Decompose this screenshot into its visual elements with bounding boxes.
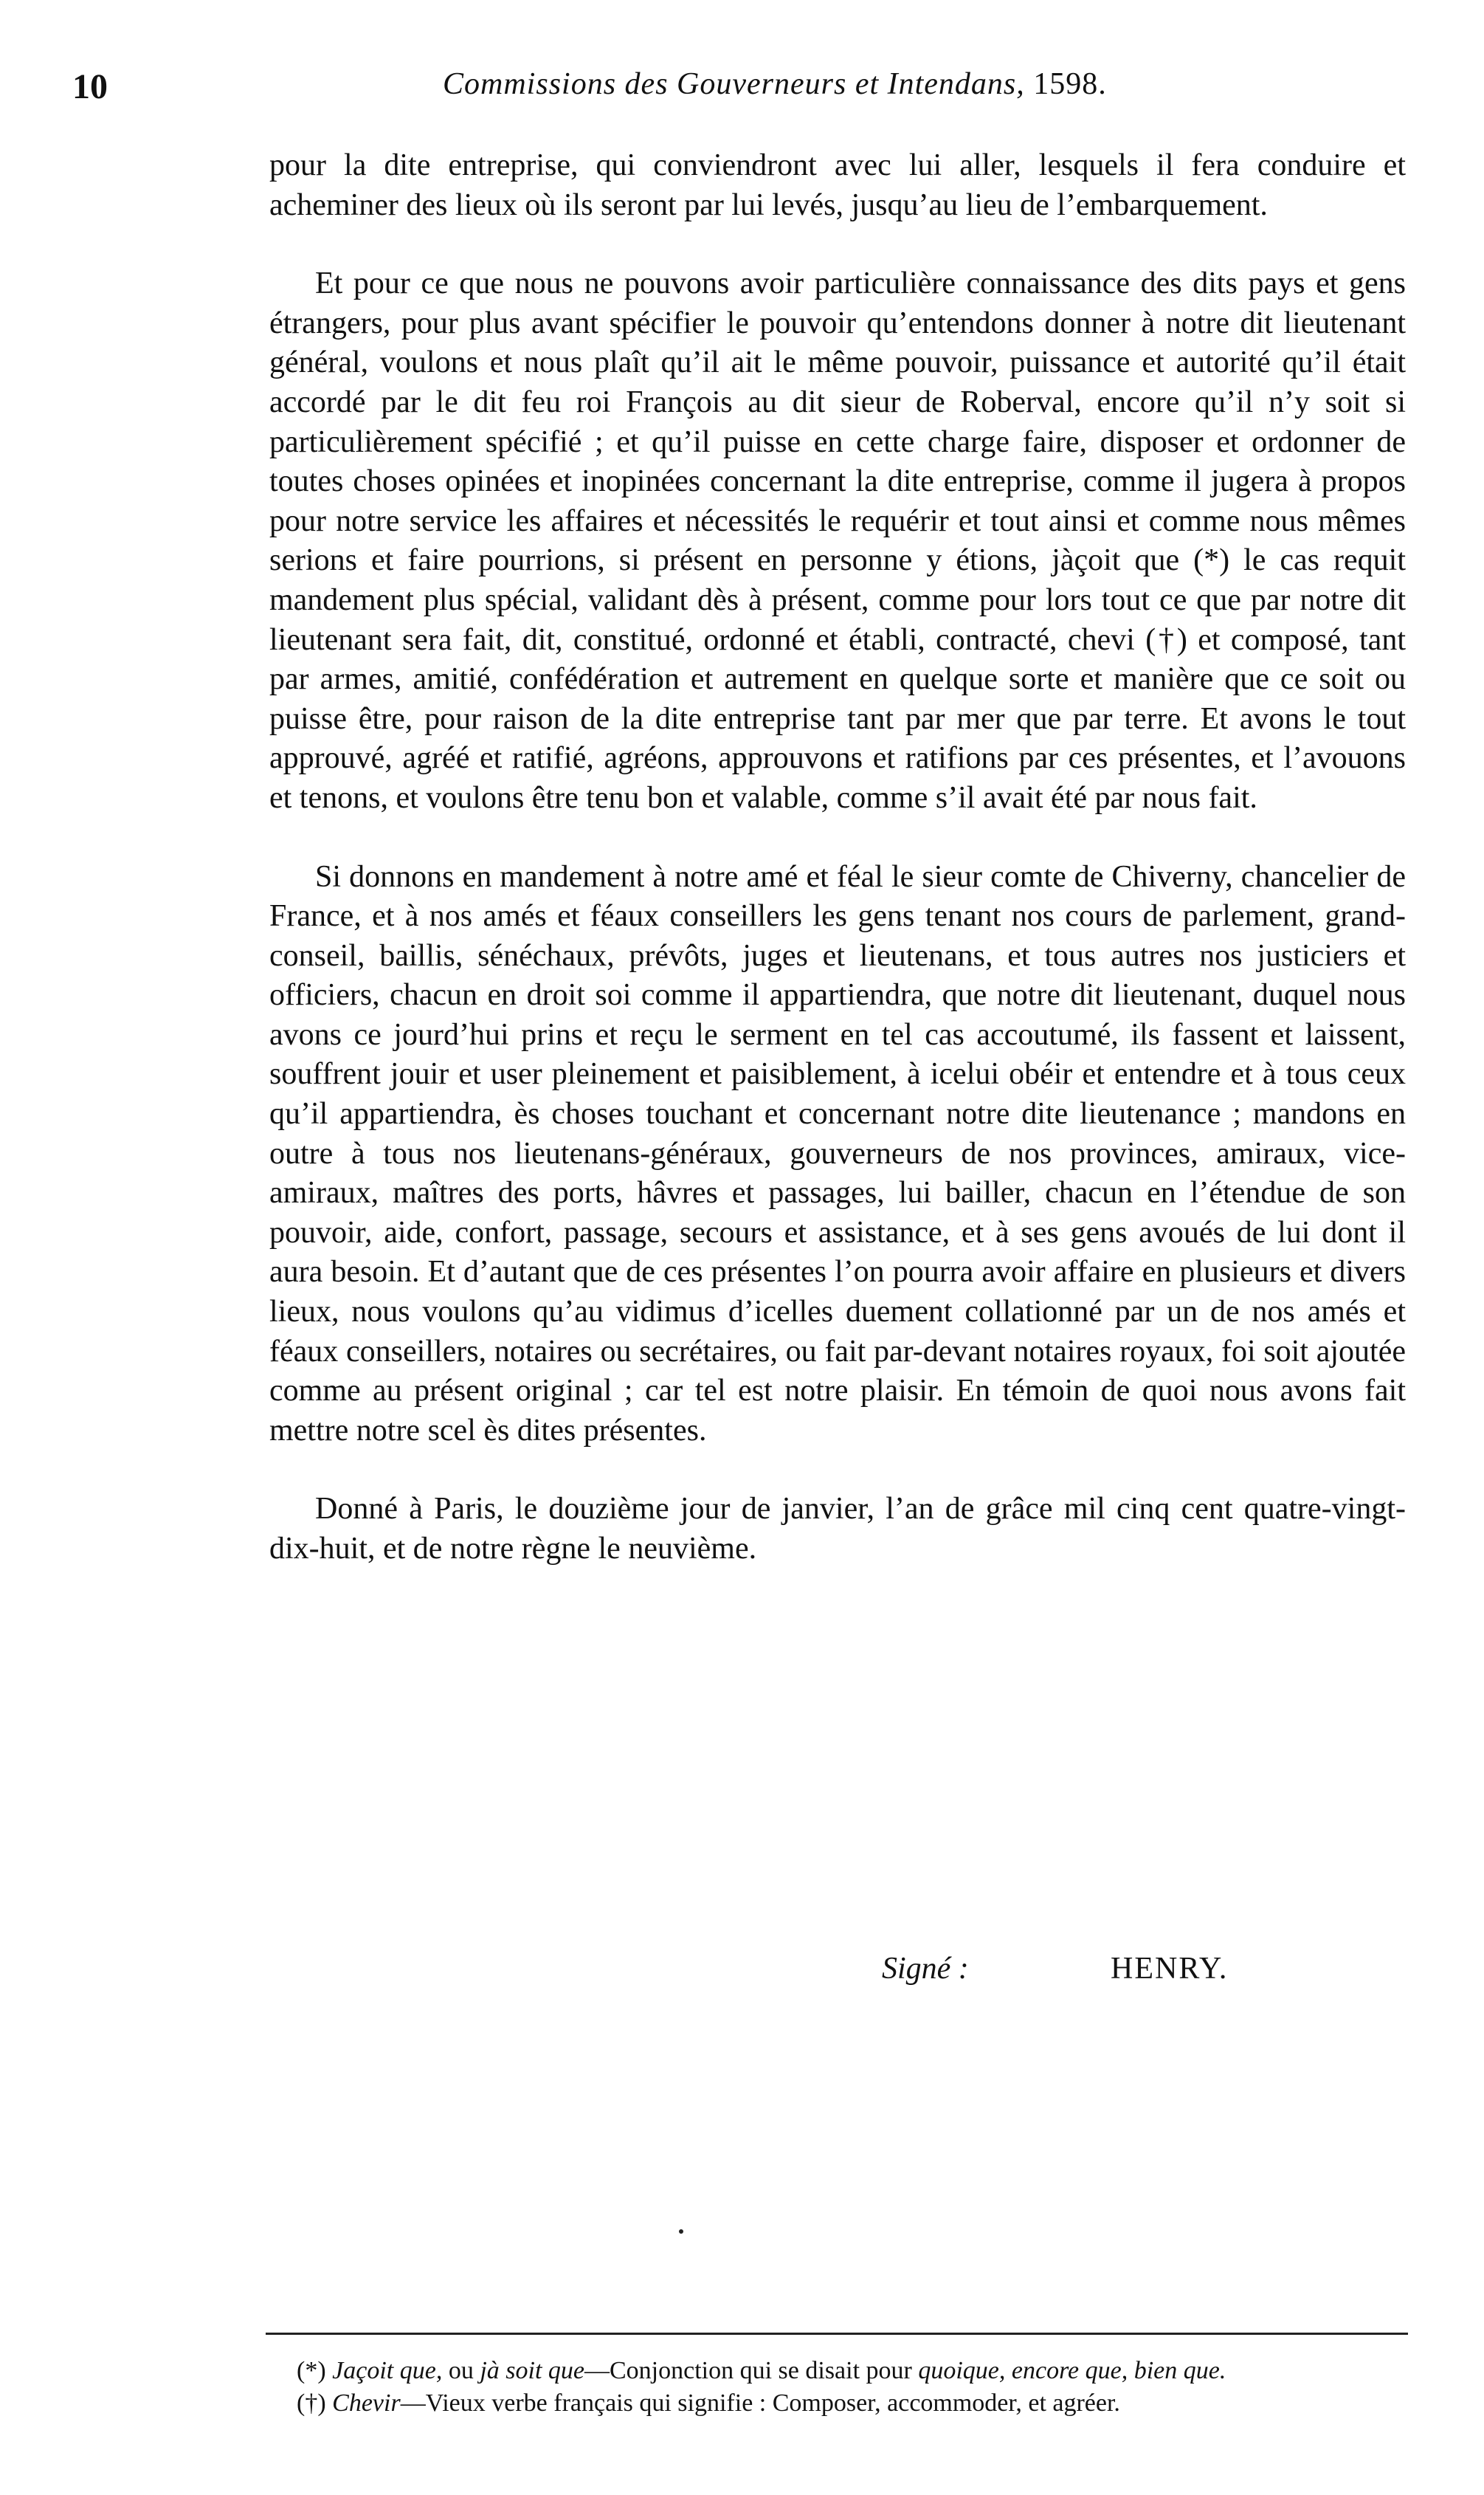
body-text — [269, 146, 1406, 1569]
footnote-text: —Vieux verbe français qui signifie : Composer, accommoder, et agréer. — [400, 2389, 1120, 2417]
footnote-marker: (†) — [297, 2389, 326, 2417]
signature-name: HENRY. — [1111, 1952, 1229, 1986]
footnote-rule — [266, 2333, 1408, 2335]
footnote-jacoit — [266, 2355, 1408, 2387]
footnote-term: Jaçoit que, — [332, 2357, 443, 2384]
running-title-text: Commissions des Gouverneurs et Intendans, — [443, 67, 1025, 101]
paragraph-powers: Et pour ce que nous ne pouvons avoir particulière connaissance des dits pays et gens étrangers, pour plus avant spécifier le pouvoir qu’entendons donner à notre dit lieutenant général, voulons et nous plaît qu’il ait le même pouvoir, puissance et autorité qu’il était accordé par le dit feu roi François au dit sieur de Roberval, encore qu’il n’y soit si particulièrement spécifié ; et qu’il puisse en cette charge faire, disposer et ordonner de toutes choses opinées et inopinées concernant la dite entreprise, comme il jugera à propos pour notre service les affaires et nécessités le requérir et tout ainsi et comme nous mêmes serions et faire pourrions, si présent en personne y étions, jàçoit que (*) le cas requit mandement plus spécial, validant dès à présent, comme pour lors tout ce que par notre dit lieutenant sera fait, dit, constitué, ordonné et établi, contracté, chevi (†) et composé, tant par armes, amitié, confédération et autrement en quelque sorte et manière que ce soit ou puisse être, pour raison de la dite entreprise tant par mer que par terre. Et avons le tout approuvé, agréé et ratifié, agréons, approuvons et ratifions par ces présentes, et l’avouons et tenons, et voulons être tenu bon et valable, comme s’il avait été par nous fait. — [269, 266, 1406, 815]
running-title — [443, 66, 1107, 102]
footnote-middle: ou — [442, 2357, 480, 2384]
paragraph-dated: Donné à Paris, le douzième jour de janvier, l’an de grâce mil cinq cent quatre-vingt-dix-huit, et de notre règne le neuvième. — [269, 1492, 1406, 1566]
signature-label: Signé : — [882, 1952, 969, 1986]
footnotes — [266, 2355, 1408, 2420]
footnote-text: —Conjonction qui se disait pour — [584, 2357, 919, 2384]
footnote-term: Chevir — [332, 2389, 401, 2417]
footnote-italic-tail: quoique, encore que, bien que. — [918, 2357, 1226, 2384]
page-number: 10 — [72, 67, 108, 106]
paragraph-continuation: pour la dite entreprise, qui conviendront avec lui aller, lesquels il fera conduire et acheminer des lieux où ils seront par lui levés, jusqu’au lieu de l’embarquement. — [269, 148, 1406, 222]
paragraph-mandate: Si donnons en mandement à notre amé et féal le sieur comte de Chiverny, chancelier de France, et à nos amés et féaux conseillers les gens tenant nos cours de parlement, grand-conseil, baillis, sénéchaux, prévôts, juges et lieutenans, et tous autres nos justiciers et officiers, chacun en droit soi comme il appartiendra, que notre dit lieutenant, duquel nous avons ce jourd’hui prins et reçu le serment en tel cas accoutumé, ils fassent et laissent, souffrent jouir et user pleinement et paisiblement, à icelui obéir et entendre et à tous ceux qu’il appartiendra, ès choses touchant et concernant notre dite lieutenance ; mandons en outre à tous nos lieutenans-généraux, gouverneurs de nos provinces, amiraux, vice-amiraux, maîtres des ports, hâvres et passages, lui bailler, chacun en l’étendue de son pouvoir, aide, confort, passage, secours et assistance, et à ses gens avoués de lui dont il aura besoin. Et d’autant que de ces présentes l’on pourra avoir affaire en plusieurs et divers lieux, nous voulons qu’au vidimus d’icelles duement collationné par un de nos amés et féaux conseillers, notaires ou secrétaires, ou fait par-devant notaires royaux, foi soit ajoutée comme au présent original ; car tel est notre plaisir. En témoin de quoi nous avons fait mettre notre scel ès dites présentes. — [269, 859, 1406, 1448]
footnote-chevir — [266, 2387, 1408, 2420]
print-speck — [679, 2229, 683, 2234]
footnote-term2: jà soit que — [480, 2357, 584, 2384]
running-title-year: 1598. — [1033, 67, 1107, 101]
signature-block — [882, 1949, 1228, 1989]
footnote-marker: (*) — [297, 2357, 326, 2384]
page-header — [52, 66, 1432, 125]
